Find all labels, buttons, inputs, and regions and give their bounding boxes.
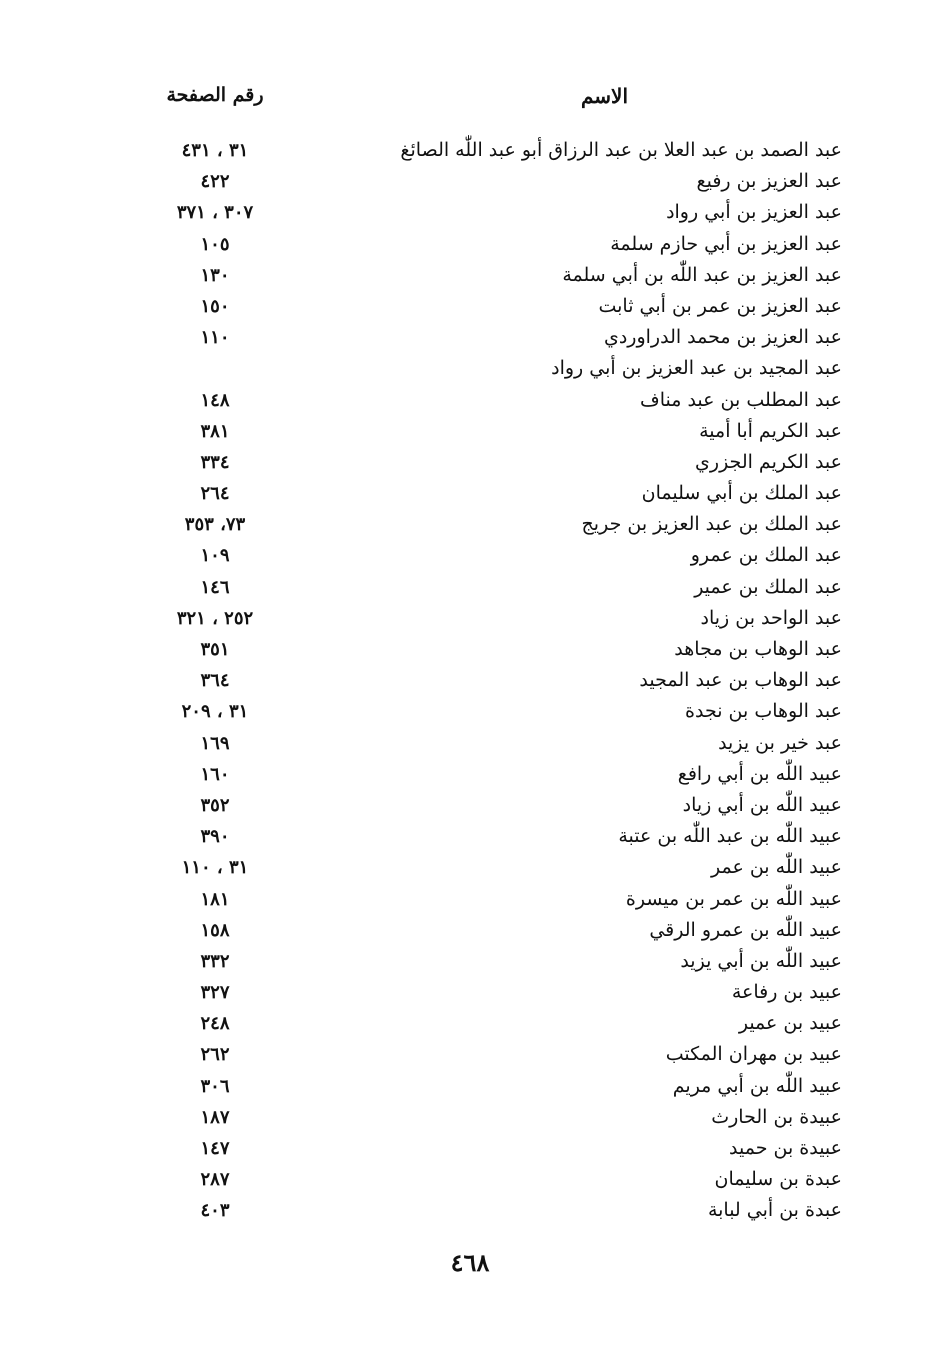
entry-page-numbers: ١٨١ <box>200 888 230 910</box>
entry-name: عبد الصمد بن عبد العلا بن عبد الرزاق أبو عبد اللّٰه الصائغ <box>400 139 842 161</box>
entry-name: عبد العزيز بن محمد الدراوردي <box>603 326 842 349</box>
index-entry <box>150 166 850 197</box>
entry-name: عبيد بن رفاعة <box>731 981 842 1004</box>
index-entry <box>150 135 850 166</box>
entry-page-numbers: ٣٠٦ <box>200 1075 230 1097</box>
entry-name: عبد الواحد بن زياد <box>700 606 842 629</box>
index-entry <box>150 665 850 696</box>
entry-page-numbers: ١٥٠ <box>200 295 230 317</box>
index-entry <box>150 603 850 634</box>
entry-name: عبيد اللّٰه بن عمر <box>711 856 842 879</box>
entry-name: عبيد اللّٰه بن عبد اللّٰه بن عتبة <box>618 825 842 848</box>
entry-page-numbers: ٣٣٢ <box>200 950 230 972</box>
index-entry <box>150 852 850 883</box>
entry-page-numbers: ١٦٩ <box>200 732 230 754</box>
entry-name: عبد العزيز بن رفيع <box>696 170 842 193</box>
entry-name: عبيد بن عمير <box>738 1012 842 1035</box>
entry-name: عبد المجيد بن عبد العزيز بن أبي رواد <box>551 357 842 380</box>
entry-page-numbers: ٢٨٧ <box>200 1169 230 1191</box>
entry-page-numbers: ١٠٥ <box>200 233 230 255</box>
entry-name: عبد العزيز بن عبد اللّٰه بن أبي سلمة <box>562 263 842 286</box>
index-entry <box>150 728 850 759</box>
index-entry <box>150 915 850 946</box>
index-header <box>150 84 850 116</box>
index-entry <box>150 353 850 384</box>
entry-name: عبد الوهاب بن نجدة <box>685 700 842 723</box>
entry-page-numbers: ٢٦٢ <box>200 1044 230 1066</box>
entry-page-numbers: ٣١ ، ٤٣١ <box>181 140 249 161</box>
entry-name: عبد العزيز بن أبي حازم سلمة <box>610 232 842 255</box>
index-entry <box>150 977 850 1008</box>
index-entry <box>150 291 850 322</box>
index-entry <box>150 1195 850 1226</box>
entry-name: عبد الكريم الجزري <box>695 450 842 473</box>
entry-page-numbers: ١٤٨ <box>200 389 230 411</box>
index-entry <box>150 447 850 478</box>
index-entry <box>150 572 850 603</box>
entry-name: عبد الوهاب بن مجاهد <box>674 638 842 660</box>
index-entry <box>150 540 850 571</box>
index-entry <box>150 790 850 821</box>
page-number-column-heading: رقم الصفحة <box>166 84 264 106</box>
index-entry <box>150 696 850 727</box>
name-column-heading: الاسم <box>580 84 628 108</box>
index-entry <box>150 509 850 540</box>
entry-page-numbers: ٣٨١ <box>200 420 230 442</box>
entry-page-numbers: ١٠٩ <box>200 545 230 567</box>
entry-page-numbers: ١٤٦ <box>200 576 230 598</box>
entry-name: عبيدة بن الحارث <box>711 1105 842 1128</box>
entry-name: عبيد اللّٰه بن أبي يزيد <box>680 949 842 972</box>
entry-page-numbers: ٣٦٤ <box>200 670 230 692</box>
entry-page-numbers: ١٤٧ <box>200 1138 230 1159</box>
entry-name: عبد العزيز بن عمر بن أبي ثابت <box>598 294 842 317</box>
entry-name: عبد خير بن يزيد <box>718 731 842 754</box>
index-entry <box>150 385 850 416</box>
index-entry <box>150 946 850 977</box>
index-entries <box>150 135 850 1227</box>
entry-name: عبيد اللّٰه بن عمر بن ميسرة <box>625 887 842 910</box>
index-entry <box>150 260 850 291</box>
entry-page-numbers: ٣١ ، ١١٠ <box>181 857 249 879</box>
entry-name: عبدة بن سليمان <box>714 1168 842 1191</box>
entry-name: عبيدة بن حميد <box>729 1137 842 1159</box>
index-entry <box>150 229 850 260</box>
entry-page-numbers: ٣٠٧ ، ٣٧١ <box>176 202 254 224</box>
entry-page-numbers: ٣١ ، ٢٠٩ <box>181 701 249 723</box>
index-entry <box>150 821 850 852</box>
entry-page-numbers: ٢٦٤ <box>200 483 230 505</box>
entry-page-numbers: ٤٠٣ <box>200 1200 230 1222</box>
entry-page-numbers: ١١٠ <box>200 327 230 349</box>
entry-name: عبد الملك بن أبي سليمان <box>641 482 842 505</box>
entry-name: عبيد اللّٰه بن أبي زياد <box>682 793 842 816</box>
index-entry <box>150 197 850 228</box>
entry-name: عبد الملك بن عبد العزيز بن جريج <box>581 513 842 536</box>
index-entry <box>150 634 850 665</box>
index-entry <box>150 1102 850 1133</box>
entry-page-numbers: ١٨٧ <box>200 1106 230 1128</box>
entry-name: عبد المطلب بن عبد مناف <box>640 388 842 411</box>
entry-page-numbers: ٧٣، ٣٥٣ <box>184 514 246 536</box>
entry-name: عبد الوهاب بن عبد المجيد <box>639 669 842 692</box>
entry-name: عبد العزيز بن أبي رواد <box>666 201 842 224</box>
page-number: ٤٦٨ <box>450 1248 490 1277</box>
entry-page-numbers: ٣٥١ <box>200 639 230 660</box>
index-entry <box>150 1164 850 1195</box>
entry-page-numbers: ١٦٠ <box>200 763 230 785</box>
index-entry <box>150 884 850 915</box>
entry-page-numbers: ٣٩٠ <box>200 826 230 848</box>
index-entry <box>150 1008 850 1039</box>
entry-name: عبيد بن مهران المكتب <box>665 1043 842 1066</box>
index-entry <box>150 1039 850 1070</box>
entry-page-numbers: ٢٥٢ ، ٣٢١ <box>176 607 254 629</box>
entry-page-numbers: ٣٢٧ <box>200 982 230 1004</box>
entry-name: عبد الملك بن عمرو <box>690 544 842 567</box>
index-entry <box>150 322 850 353</box>
entry-page-numbers: ١٥٨ <box>200 919 230 941</box>
index-entry <box>150 1133 850 1164</box>
entry-name: عبد الكريم أبا أمية <box>699 419 842 442</box>
entry-page-numbers: ٢٤٨ <box>200 1013 230 1035</box>
index-entry <box>150 416 850 447</box>
entry-name: عبيد اللّٰه بن عمرو الرقي <box>649 918 842 941</box>
index-entry <box>150 759 850 790</box>
entry-name: عبيد اللّٰه بن أبي رافع <box>677 762 842 785</box>
entry-page-numbers: ٣٣٤ <box>200 451 230 473</box>
entry-name: عبدة بن أبي لبابة <box>707 1199 842 1222</box>
entry-page-numbers: ٤٢٢ <box>200 171 230 193</box>
index-entry <box>150 1071 850 1102</box>
entry-page-numbers: ٣٥٢ <box>200 794 230 816</box>
index-entry <box>150 478 850 509</box>
entry-name: عبد الملك بن عمير <box>694 575 842 598</box>
entry-page-numbers: ١٣٠ <box>200 264 230 286</box>
entry-name: عبيد اللّٰه بن أبي مريم <box>672 1074 842 1097</box>
